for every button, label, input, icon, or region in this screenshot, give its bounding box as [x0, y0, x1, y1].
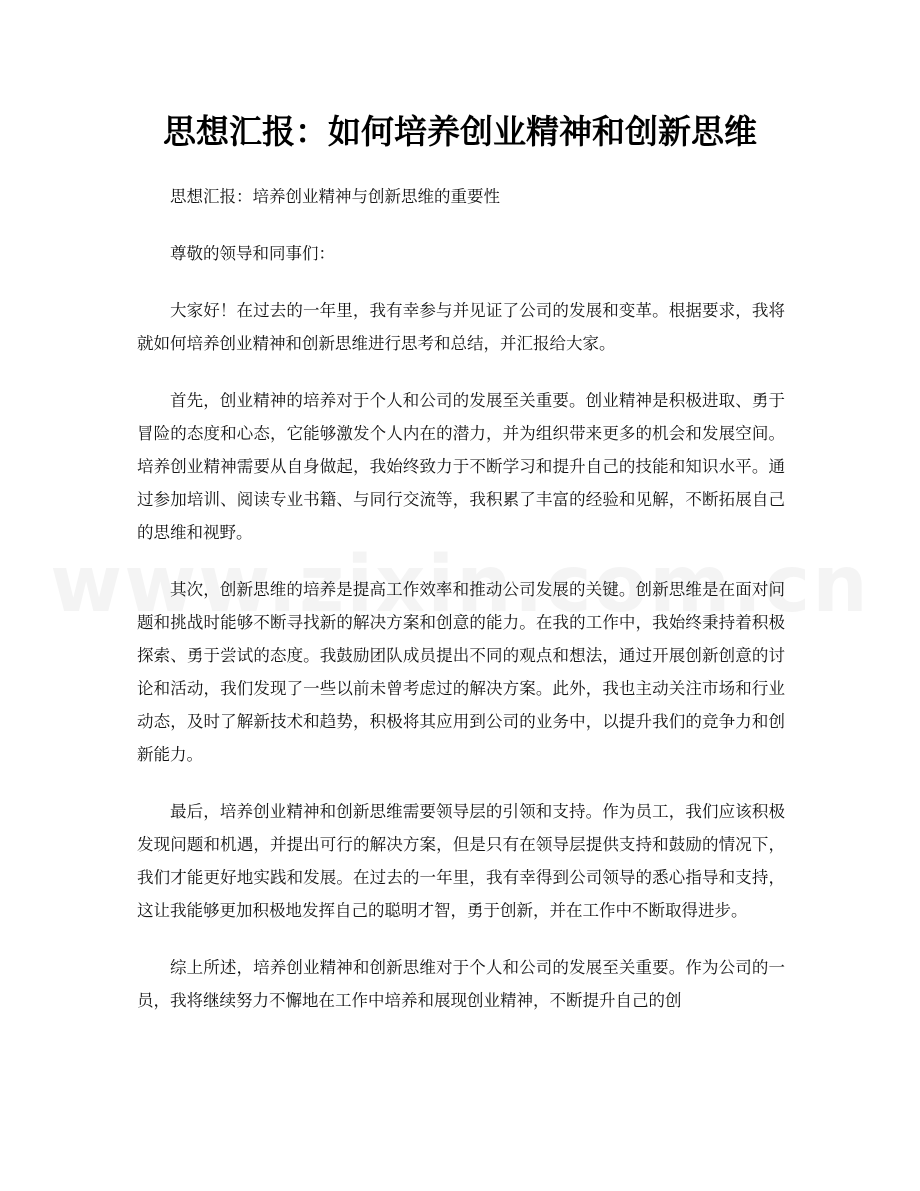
paragraph-subtitle: 思想汇报：培养创业精神与创新思维的重要性: [170, 187, 500, 206]
document-body: [137, 180, 785, 1041]
paragraph-leadership: 最后，培养创业精神和创新思维需要领导层的引领和支持。作为员工，我们应该积极发现问题和机遇，并提出可行的解决方案，但是只有在领导层提供支持和鼓励的情况下，我们才能更好地实践和发展。在过去的一年里，我有幸得到公司领导的悉心指导和支持，这让我能够更加积极地发挥自己的聪明才智，勇于创新，并在工作中不断取得进步。: [137, 802, 785, 920]
paragraph-conclusion: 综上所述，培养创业精神和创新思维对于个人和公司的发展至关重要。作为公司的一员，我将继续努力不懈地在工作中培养和展现创业精神，不断提升自己的创: [137, 958, 785, 1010]
paragraph-salutation: 尊敬的领导和同事们：: [170, 244, 335, 263]
paragraph-innovation: 其次，创新思维的培养是提高工作效率和推动公司发展的关键。创新思维是在面对问题和挑战时能够不断寻找新的解决方案和创意的能力。在我的工作中，我始终秉持着积极探索、勇于尝试的态度。我鼓励团队成员提出不同的观点和想法，通过开展创新创意的讨论和活动，我们发现了一些以前未曾考虑过的解决方案。此外，我也主动关注市场和行业动态，及时了解新技术和趋势，积极将其应用到公司的业务中，以提升我们的竞争力和创新能力。: [137, 580, 785, 764]
paragraph-entrepreneurship: 首先，创业精神的培养对于个人和公司的发展至关重要。创业精神是积极进取、勇于冒险的态度和心态，它能够激发个人内在的潜力，并为组织带来更多的机会和发展空间。培养创业精神需要从自身做起，我始终致力于不断学习和提升自己的技能和知识水平。通过参加培训、阅读专业书籍、与同行交流等，我积累了丰富的经验和见解，不断拓展自己的思维和视野。: [137, 391, 785, 542]
paragraph-intro: 大家好！在过去的一年里，我有幸参与并见证了公司的发展和变革。根据要求，我将就如何培养创业精神和创新思维进行思考和总结，并汇报给大家。: [137, 301, 785, 353]
document-title: 思想汇报：如何培养创业精神和创新思维: [163, 112, 757, 151]
